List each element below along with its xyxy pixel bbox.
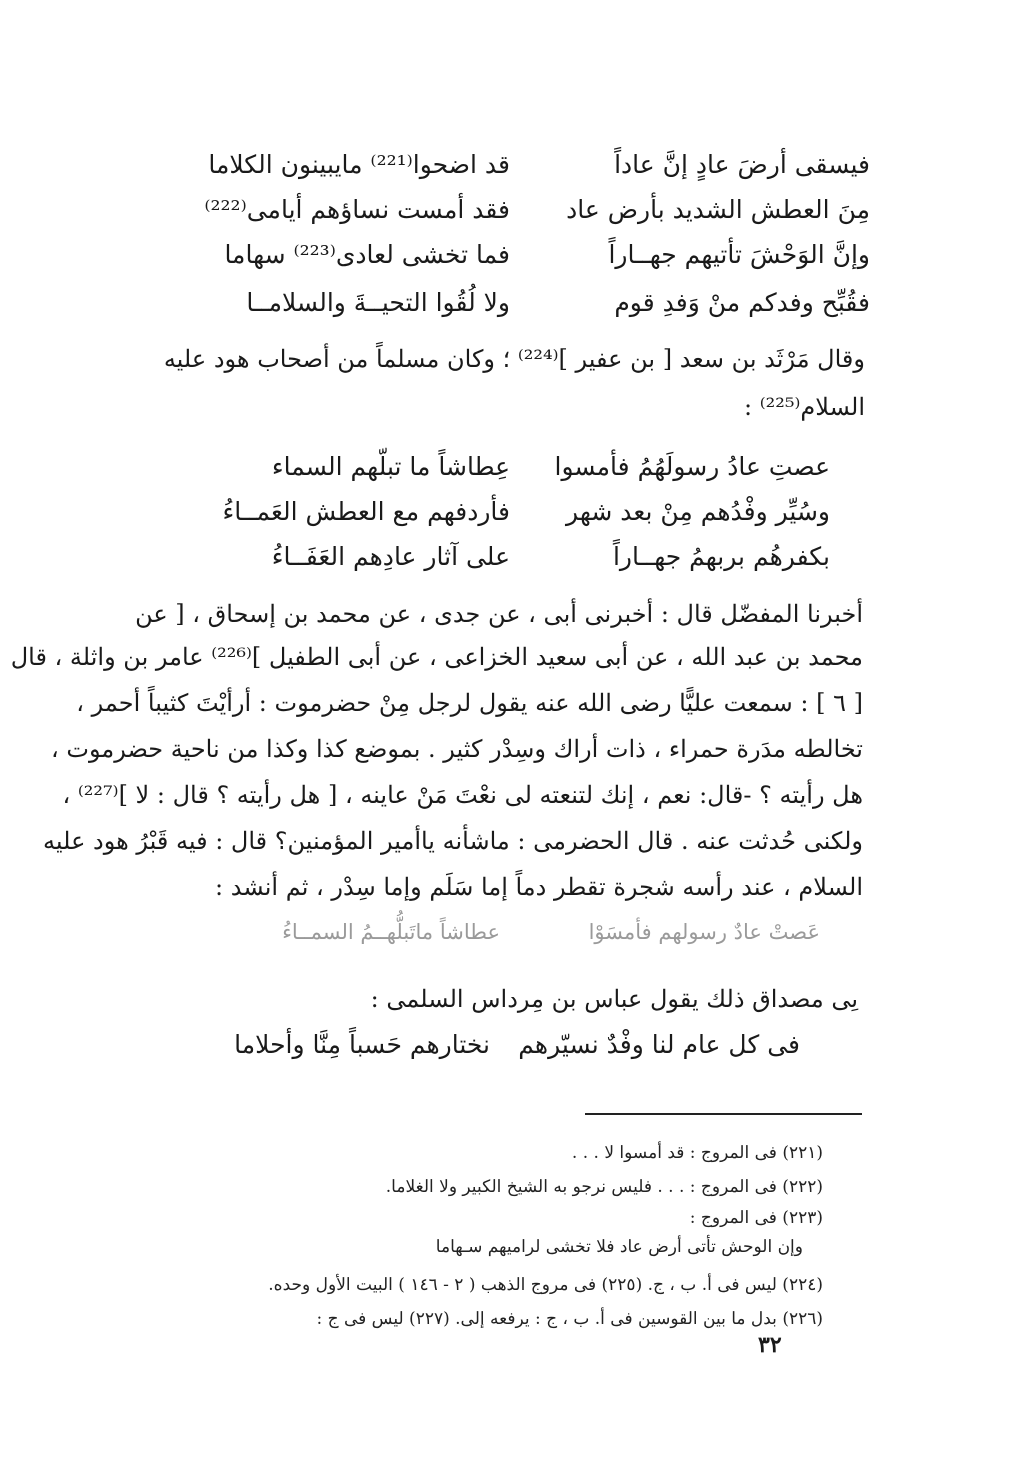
para2-line-6: ولكنى حُدثت عنه . قال الحضرمى : ماشأنه ياأمير المؤمنين؟ قال : فيه قَبْرُ هود عليه — [43, 827, 863, 855]
hemistich-right: مِنَ العطش الشديد بأرض عاد — [566, 195, 870, 224]
hemistich-right: فيسقى أرضَ عادٍ إنَّ عاداً — [614, 150, 870, 179]
para2-line-4: تخالطه مدَرة حمراء ، ذات أراك وسِدْر كثير . بموضع كذا وكذا من ناحية حضرموت ، — [50, 735, 863, 763]
hemistich-left: عِطاشاً ما تبلّهم السماء — [271, 452, 510, 481]
para2-line-5: هل رأيته ؟ -قال: نعم ، إنك لتنعته لى نعْتَ مَنْ عاينه ، [ هل رأيته ؟ قال : لا ]⁽²²⁷⁾ ، — [62, 781, 863, 809]
para2-line-2: محمد بن عبد الله ، عن أبى سعيد الخزاعى ، عن أبى الطفيل ]⁽²²⁶⁾ عامر بن واثلة ، قال — [10, 643, 863, 671]
hemistich-right: عَصتْ عادٌ رسولهم فأمسَوْا — [588, 920, 820, 944]
hemistich-right: وإنَّ الوَحْشَ تأتيهم جهــاراً — [608, 240, 870, 269]
footnote-223-verse: وإن الوحش تأتى أرض عاد فلا تخشى لراميهم سـهاما — [435, 1237, 803, 1257]
poem1-verse-3 — [150, 240, 870, 280]
poem2-verse-2 — [170, 497, 830, 537]
para1-line-1: وقال مَرْثَد بن سعد [ بن عفير ]⁽²²⁴⁾ ؛ وكان مسلماً من أصحاب هود عليه — [163, 345, 865, 373]
footnote-223: (٢٢٣) فى المروج : — [689, 1208, 823, 1228]
footnote-222: (٢٢٢) فى المروج : . . . فليس نرجو به الشيخ الكبير ولا الغلاما. — [385, 1177, 823, 1197]
para2-line-7: السلام ، عند رأسه شجرة تقطر دماً إما سَلَم وإما سِدْر ، ثم أنشد : — [215, 873, 863, 901]
hemistich-right: عصتِ عادُ رسولَهُمُ فأمسوا — [554, 452, 830, 481]
footnote-224-225: (٢٢٤) ليس فى أ. ب ، ج. (٢٢٥) فى مروج الذهب ( ٢ - ١٤٦ ) البيت الأول وحده. — [268, 1275, 823, 1295]
faint-verse — [200, 920, 820, 960]
hemistich-right: فقُبِّح وفدكم منْ وَفدِ قوم — [614, 288, 870, 317]
para3-line: ىِى مصداق ذلك يقول عباس بن مِرداس السلمى : — [370, 985, 858, 1013]
hemistich-left: على آثار عادِهم العَفَــاءُ — [271, 542, 510, 571]
para2-line-3: [ ٦ ] : سمعت عليًّا رضى الله عنه يقول لرجل مِنْ حضرموت : أرأيْتَ كثيباً أحمر ، — [76, 689, 863, 717]
hemistich-left: فقد أمست نساؤهم أيامى⁽²²²⁾ — [204, 195, 510, 224]
page-number: ٣٢ — [758, 1332, 782, 1358]
poem2-verse-3 — [170, 542, 830, 582]
hemistich-left: عطاشاً ماتَبلُّهــمُ السمــاءُ — [282, 920, 500, 944]
hemistich-right: فى كل عام لنا وفْدٌ نسيّرهم — [518, 1030, 800, 1059]
hemistich-right: وسُيِّر وفْدُهم مِنْ بعد شهر — [566, 497, 830, 526]
para1-line-2: السلام⁽²²⁵⁾ : — [744, 393, 865, 421]
poem1-verse-2 — [150, 195, 870, 235]
footnote-226-227: (٢٢٦) بدل ما بين القوسين فى أ. ب ، ج : يرفعه إلى. (٢٢٧) ليس فى ج : — [316, 1309, 823, 1329]
hemistich-right: بكفرهُم بربهمُ جهــاراً — [612, 542, 830, 571]
hemistich-left: نختارهم حَسباً مِنَّا وأحلاما — [234, 1030, 490, 1059]
poem1-verse-1 — [150, 150, 870, 190]
poem1-verse-4 — [150, 288, 870, 328]
hemistich-left: ولا لُقُوا التحيــةَ والسلامــا — [246, 288, 510, 317]
hemistich-left: قد اضحوا⁽²²¹⁾ مايبينون الكلاما — [208, 150, 510, 179]
last-verse — [180, 1030, 800, 1070]
poem2-verse-1 — [170, 452, 830, 492]
hemistich-left: فما تخشى لعادى⁽²²³⁾ سهاما — [224, 240, 510, 269]
footnote-separator — [585, 1113, 862, 1115]
para2-line-1: أخبرنا المفضّل قال : أخبرنى أبى ، عن جدى ، عن محمد بن إسحاق ، [ عن — [135, 600, 863, 628]
hemistich-left: فأردفهم مع العطش العَمــاءُ — [222, 497, 510, 526]
footnote-221: (٢٢١) فى المروج : قد أمسوا لا . . . — [571, 1143, 823, 1163]
